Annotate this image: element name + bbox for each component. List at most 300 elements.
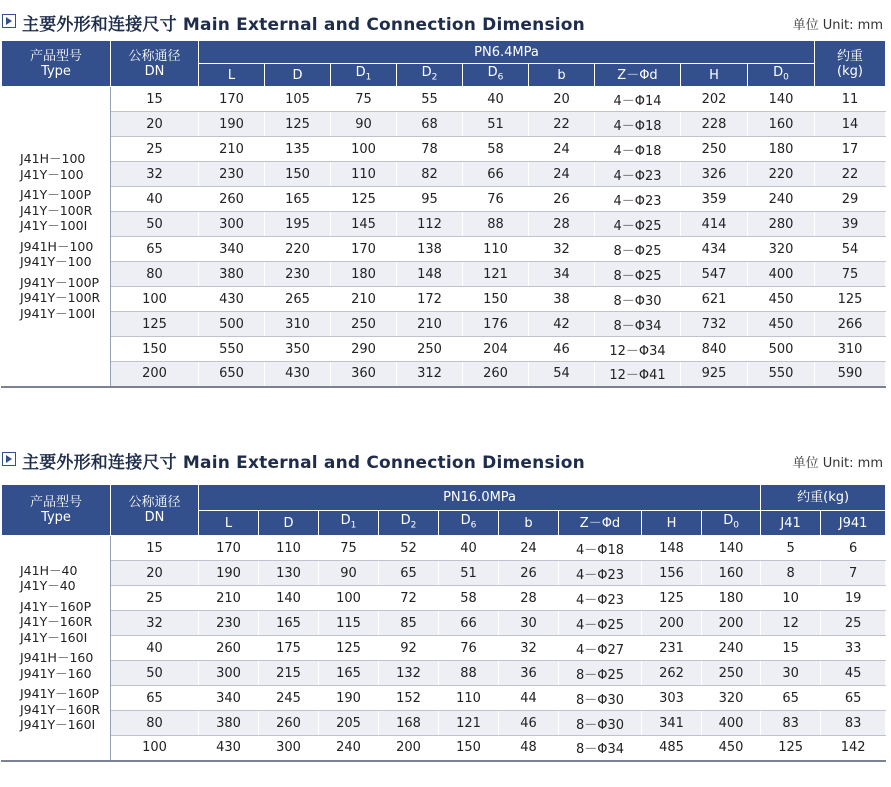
- model-group: [20, 187, 110, 234]
- model-group: [20, 599, 110, 646]
- model-group: [20, 686, 110, 733]
- column-header-d1: $D_1$: [319, 511, 379, 536]
- value-cell: 320: [702, 686, 761, 711]
- model-name: J41Y－160P: [20, 598, 92, 614]
- value-cell: 110: [463, 237, 529, 262]
- value-cell: 550: [199, 337, 265, 362]
- value-cell: 4－Φ27: [559, 636, 642, 661]
- dn-cell: 15: [111, 536, 199, 561]
- value-cell: 230: [199, 162, 265, 187]
- value-cell: 220: [265, 237, 331, 262]
- value-cell: 260: [463, 362, 529, 387]
- value-cell: 95: [397, 187, 463, 212]
- value-cell: 45: [821, 661, 886, 686]
- column-header-z-d: Z－Φd: [559, 511, 642, 536]
- dimension-table-pn160: [1, 484, 886, 762]
- value-cell: 110: [259, 536, 319, 561]
- dn-cell: 20: [111, 561, 199, 586]
- value-cell: 24: [529, 162, 595, 187]
- value-cell: 485: [642, 736, 702, 761]
- model-group: [20, 239, 110, 270]
- dn-cell: 15: [111, 87, 199, 112]
- value-cell: 72: [379, 586, 439, 611]
- value-cell: 20: [529, 87, 595, 112]
- value-cell: 230: [199, 611, 259, 636]
- dn-cell: 65: [111, 237, 199, 262]
- model-name: J941Y－160: [20, 665, 92, 681]
- value-cell: 205: [319, 711, 379, 736]
- dn-cell: 65: [111, 686, 199, 711]
- table-row: [2, 362, 886, 387]
- value-cell: 75: [319, 536, 379, 561]
- value-cell: 7: [821, 561, 886, 586]
- header-type-en: Type: [41, 510, 71, 525]
- value-cell: 250: [331, 312, 397, 337]
- dn-cell: 50: [111, 661, 199, 686]
- value-cell: 320: [748, 237, 815, 262]
- value-cell: 160: [702, 561, 761, 586]
- value-cell: 547: [681, 262, 748, 287]
- table-row: [2, 611, 886, 636]
- value-cell: 100: [319, 586, 379, 611]
- model-name: J941Y－100P: [20, 274, 100, 290]
- value-cell: 88: [439, 661, 499, 686]
- value-cell: 312: [397, 362, 463, 387]
- value-cell: 34: [529, 262, 595, 287]
- model-group: [20, 563, 110, 594]
- column-header-l: L: [199, 64, 265, 87]
- value-cell: 310: [815, 337, 886, 362]
- value-cell: 51: [463, 112, 529, 137]
- value-cell: 300: [199, 212, 265, 237]
- value-cell: 8－Φ30: [559, 686, 642, 711]
- header-weight-en: (kg): [837, 63, 863, 79]
- value-cell: 165: [265, 187, 331, 212]
- value-cell: 12－Φ34: [595, 337, 681, 362]
- value-cell: 170: [199, 87, 265, 112]
- value-cell: 52: [379, 536, 439, 561]
- column-header-d1: $D_1$: [331, 64, 397, 87]
- value-cell: 240: [748, 187, 815, 212]
- header-pressure: PN6.4MPa: [199, 41, 815, 64]
- value-cell: 46: [499, 711, 559, 736]
- value-cell: 55: [397, 87, 463, 112]
- value-cell: 75: [815, 262, 886, 287]
- value-cell: 14: [815, 112, 886, 137]
- header-type: [2, 41, 111, 87]
- value-cell: 4－Φ23: [559, 561, 642, 586]
- value-cell: 650: [199, 362, 265, 387]
- value-cell: 195: [265, 212, 331, 237]
- value-cell: 92: [379, 636, 439, 661]
- value-cell: 170: [331, 237, 397, 262]
- value-cell: 58: [463, 137, 529, 162]
- column-header-d2: $D_2$: [397, 64, 463, 87]
- value-cell: 148: [397, 262, 463, 287]
- table-row: [2, 237, 886, 262]
- model-name: J941Y－160I: [20, 717, 96, 733]
- value-cell: 125: [319, 636, 379, 661]
- section-title: 主要外形和连接尺寸 Main External and Connection Dimension: [22, 15, 585, 35]
- value-cell: 22: [529, 112, 595, 137]
- dn-cell: 40: [111, 636, 199, 661]
- value-cell: 33: [821, 636, 886, 661]
- header-type-cn: 产品型号: [29, 495, 82, 510]
- value-cell: 266: [815, 312, 886, 337]
- value-cell: 66: [439, 611, 499, 636]
- value-cell: 260: [199, 636, 259, 661]
- value-cell: 450: [748, 312, 815, 337]
- value-cell: 4－Φ23: [595, 187, 681, 212]
- dn-cell: 32: [111, 162, 199, 187]
- value-cell: 32: [499, 636, 559, 661]
- value-cell: 105: [265, 87, 331, 112]
- section-pn64: [0, 8, 891, 388]
- value-cell: 125: [642, 586, 702, 611]
- header-type-cn: 产品型号: [29, 48, 82, 64]
- model-group: [20, 151, 110, 182]
- header-dn-cn: 公称通径: [128, 48, 181, 64]
- header-type: [2, 485, 111, 536]
- arrow-box-icon: [2, 452, 16, 466]
- value-cell: 125: [265, 112, 331, 137]
- value-cell: 175: [259, 636, 319, 661]
- table-row: [2, 561, 886, 586]
- value-cell: 44: [499, 686, 559, 711]
- value-cell: 121: [463, 262, 529, 287]
- value-cell: 8－Φ30: [559, 711, 642, 736]
- dn-cell: 50: [111, 212, 199, 237]
- value-cell: 430: [265, 362, 331, 387]
- value-cell: 168: [379, 711, 439, 736]
- value-cell: 140: [259, 586, 319, 611]
- value-cell: 400: [748, 262, 815, 287]
- value-cell: 12: [761, 611, 821, 636]
- table-row: [2, 137, 886, 162]
- value-cell: 12－Φ41: [595, 362, 681, 387]
- value-cell: 400: [702, 711, 761, 736]
- value-cell: 260: [199, 187, 265, 212]
- table-row: [2, 312, 886, 337]
- value-cell: 78: [397, 137, 463, 162]
- value-cell: 262: [642, 661, 702, 686]
- model-name: J941Y－160R: [20, 701, 101, 717]
- value-cell: 140: [702, 536, 761, 561]
- value-cell: 112: [397, 212, 463, 237]
- value-cell: 75: [331, 87, 397, 112]
- header-dn: [111, 485, 199, 536]
- value-cell: 340: [199, 237, 265, 262]
- value-cell: 30: [499, 611, 559, 636]
- table-row: [2, 262, 886, 287]
- value-cell: 172: [397, 287, 463, 312]
- table-row: [2, 162, 886, 187]
- arrow-box-icon: [2, 14, 16, 28]
- value-cell: 19: [821, 586, 886, 611]
- model-name: J941Y－100: [20, 254, 92, 270]
- column-header-h: H: [642, 511, 702, 536]
- model-name: J41Y－100P: [20, 187, 92, 203]
- value-cell: 148: [642, 536, 702, 561]
- value-cell: 231: [642, 636, 702, 661]
- value-cell: 83: [761, 711, 821, 736]
- value-cell: 66: [463, 162, 529, 187]
- value-cell: 76: [439, 636, 499, 661]
- value-cell: 8－Φ34: [559, 736, 642, 761]
- value-cell: 130: [259, 561, 319, 586]
- value-cell: 11: [815, 87, 886, 112]
- value-cell: 39: [815, 212, 886, 237]
- table-row: [2, 711, 886, 736]
- value-cell: 4－Φ23: [559, 586, 642, 611]
- dn-cell: 200: [111, 362, 199, 387]
- dimension-table-pn64: [1, 40, 886, 388]
- value-cell: 24: [499, 536, 559, 561]
- value-cell: 140: [748, 87, 815, 112]
- value-cell: 204: [463, 337, 529, 362]
- value-cell: 42: [529, 312, 595, 337]
- value-cell: 210: [397, 312, 463, 337]
- column-header-d0: $D_0$: [702, 511, 761, 536]
- value-cell: 430: [199, 736, 259, 761]
- unit-label: 单位 Unit: mm: [792, 18, 883, 33]
- table-row: [2, 187, 886, 212]
- value-cell: 290: [331, 337, 397, 362]
- value-cell: 4－Φ18: [595, 137, 681, 162]
- column-header-d: D: [265, 64, 331, 87]
- value-cell: 190: [319, 686, 379, 711]
- value-cell: 30: [761, 661, 821, 686]
- value-cell: 840: [681, 337, 748, 362]
- value-cell: 36: [499, 661, 559, 686]
- value-cell: 90: [319, 561, 379, 586]
- table-row: [2, 112, 886, 137]
- value-cell: 190: [199, 561, 259, 586]
- model-group: [20, 275, 110, 322]
- column-header-b: b: [499, 511, 559, 536]
- value-cell: 200: [642, 611, 702, 636]
- value-cell: 125: [331, 187, 397, 212]
- model-name: J41Y－100R: [20, 202, 93, 218]
- value-cell: 22: [815, 162, 886, 187]
- value-cell: 76: [463, 187, 529, 212]
- dn-cell: 80: [111, 711, 199, 736]
- value-cell: 88: [463, 212, 529, 237]
- value-cell: 40: [439, 536, 499, 561]
- dn-cell: 25: [111, 586, 199, 611]
- value-cell: 135: [265, 137, 331, 162]
- value-cell: 152: [379, 686, 439, 711]
- value-cell: 28: [529, 212, 595, 237]
- value-cell: 434: [681, 237, 748, 262]
- value-cell: 110: [331, 162, 397, 187]
- table-row: [2, 87, 886, 112]
- model-name: J941Y－100R: [20, 290, 101, 306]
- column-header-z-d: Z－Φd: [595, 64, 681, 87]
- value-cell: 142: [821, 736, 886, 761]
- column-header-d6: $D_6$: [463, 64, 529, 87]
- value-cell: 5: [761, 536, 821, 561]
- value-cell: 360: [331, 362, 397, 387]
- model-name: J941Y－160P: [20, 686, 100, 702]
- value-cell: 450: [702, 736, 761, 761]
- value-cell: 26: [499, 561, 559, 586]
- value-cell: 4－Φ25: [595, 212, 681, 237]
- value-cell: 500: [748, 337, 815, 362]
- table-row: [2, 287, 886, 312]
- value-cell: 40: [463, 87, 529, 112]
- value-cell: 90: [331, 112, 397, 137]
- column-header-h: H: [681, 64, 748, 87]
- value-cell: 160: [748, 112, 815, 137]
- value-cell: 303: [642, 686, 702, 711]
- value-cell: 732: [681, 312, 748, 337]
- value-cell: 230: [265, 262, 331, 287]
- model-name: J941H－160: [20, 650, 94, 666]
- value-cell: 82: [397, 162, 463, 187]
- value-cell: 200: [379, 736, 439, 761]
- model-group: [20, 650, 110, 681]
- value-cell: 150: [439, 736, 499, 761]
- value-cell: 190: [199, 112, 265, 137]
- value-cell: 83: [821, 711, 886, 736]
- value-cell: 170: [199, 536, 259, 561]
- model-name: J41Y－160R: [20, 614, 93, 630]
- value-cell: 8－Φ25: [595, 237, 681, 262]
- value-cell: 150: [463, 287, 529, 312]
- value-cell: 180: [702, 586, 761, 611]
- value-cell: 380: [199, 262, 265, 287]
- value-cell: 180: [331, 262, 397, 287]
- table-row: [2, 636, 886, 661]
- value-cell: 430: [199, 287, 265, 312]
- value-cell: 228: [681, 112, 748, 137]
- value-cell: 350: [265, 337, 331, 362]
- value-cell: 145: [331, 212, 397, 237]
- dn-cell: 32: [111, 611, 199, 636]
- model-name: J41Y－100I: [20, 218, 88, 234]
- value-cell: 132: [379, 661, 439, 686]
- table-row: [2, 686, 886, 711]
- value-cell: 156: [642, 561, 702, 586]
- header-weight-cn: 约重: [837, 48, 864, 64]
- value-cell: 210: [199, 586, 259, 611]
- value-cell: 4－Φ14: [595, 87, 681, 112]
- value-cell: 260: [259, 711, 319, 736]
- column-header-d2: $D_2$: [379, 511, 439, 536]
- column-header-j941: J941: [821, 511, 886, 536]
- value-cell: 310: [265, 312, 331, 337]
- value-cell: 250: [702, 661, 761, 686]
- value-cell: 68: [397, 112, 463, 137]
- value-cell: 51: [439, 561, 499, 586]
- value-cell: 46: [529, 337, 595, 362]
- column-header-j41: J41: [761, 511, 821, 536]
- header-dn-cn: 公称通径: [128, 495, 181, 510]
- column-header-b: b: [529, 64, 595, 87]
- table-row: [2, 212, 886, 237]
- dn-cell: 100: [111, 287, 199, 312]
- value-cell: 8－Φ25: [595, 262, 681, 287]
- unit-label: 单位 Unit: mm: [792, 456, 883, 471]
- header-type-en: Type: [41, 63, 71, 79]
- value-cell: 359: [681, 187, 748, 212]
- dn-cell: 80: [111, 262, 199, 287]
- value-cell: 280: [748, 212, 815, 237]
- value-cell: 300: [259, 736, 319, 761]
- model-name: J41H－100: [20, 151, 86, 167]
- model-name: J41H－40: [20, 562, 78, 578]
- value-cell: 4－Φ25: [559, 611, 642, 636]
- header-dn: [111, 41, 199, 87]
- header-dn-en: DN: [144, 63, 165, 79]
- value-cell: 621: [681, 287, 748, 312]
- dn-cell: 100: [111, 736, 199, 761]
- value-cell: 414: [681, 212, 748, 237]
- value-cell: 210: [199, 137, 265, 162]
- table-row: [2, 536, 886, 561]
- dn-cell: 125: [111, 312, 199, 337]
- value-cell: 245: [259, 686, 319, 711]
- value-cell: 6: [821, 536, 886, 561]
- table-row: [2, 337, 886, 362]
- value-cell: 110: [439, 686, 499, 711]
- value-cell: 58: [439, 586, 499, 611]
- dn-cell: 20: [111, 112, 199, 137]
- value-cell: 450: [748, 287, 815, 312]
- value-cell: 32: [529, 237, 595, 262]
- value-cell: 29: [815, 187, 886, 212]
- value-cell: 8－Φ25: [559, 661, 642, 686]
- column-header-d: D: [259, 511, 319, 536]
- value-cell: 500: [199, 312, 265, 337]
- value-cell: 265: [265, 287, 331, 312]
- value-cell: 28: [499, 586, 559, 611]
- value-cell: 24: [529, 137, 595, 162]
- value-cell: 8－Φ34: [595, 312, 681, 337]
- value-cell: 85: [379, 611, 439, 636]
- value-cell: 10: [761, 586, 821, 611]
- value-cell: 202: [681, 87, 748, 112]
- value-cell: 65: [761, 686, 821, 711]
- header-dn-en: DN: [144, 510, 165, 525]
- column-header-d0: $D_0$: [748, 64, 815, 87]
- value-cell: 121: [439, 711, 499, 736]
- value-cell: 25: [821, 611, 886, 636]
- model-name: J941H－100: [20, 238, 94, 254]
- value-cell: 590: [815, 362, 886, 387]
- dn-cell: 150: [111, 337, 199, 362]
- value-cell: 17: [815, 137, 886, 162]
- section-header: [0, 446, 891, 476]
- value-cell: 54: [529, 362, 595, 387]
- table-row: [2, 586, 886, 611]
- header-weight: [815, 41, 886, 87]
- value-cell: 240: [319, 736, 379, 761]
- value-cell: 250: [681, 137, 748, 162]
- section-title: 主要外形和连接尺寸 Main External and Connection Dimension: [22, 453, 585, 473]
- value-cell: 380: [199, 711, 259, 736]
- header-weight: 约重(kg): [761, 485, 886, 511]
- section-header: [0, 8, 891, 38]
- value-cell: 925: [681, 362, 748, 387]
- value-cell: 240: [702, 636, 761, 661]
- value-cell: 300: [199, 661, 259, 686]
- value-cell: 8－Φ30: [595, 287, 681, 312]
- model-name: J41Y－40: [20, 578, 76, 594]
- value-cell: 165: [259, 611, 319, 636]
- value-cell: 150: [265, 162, 331, 187]
